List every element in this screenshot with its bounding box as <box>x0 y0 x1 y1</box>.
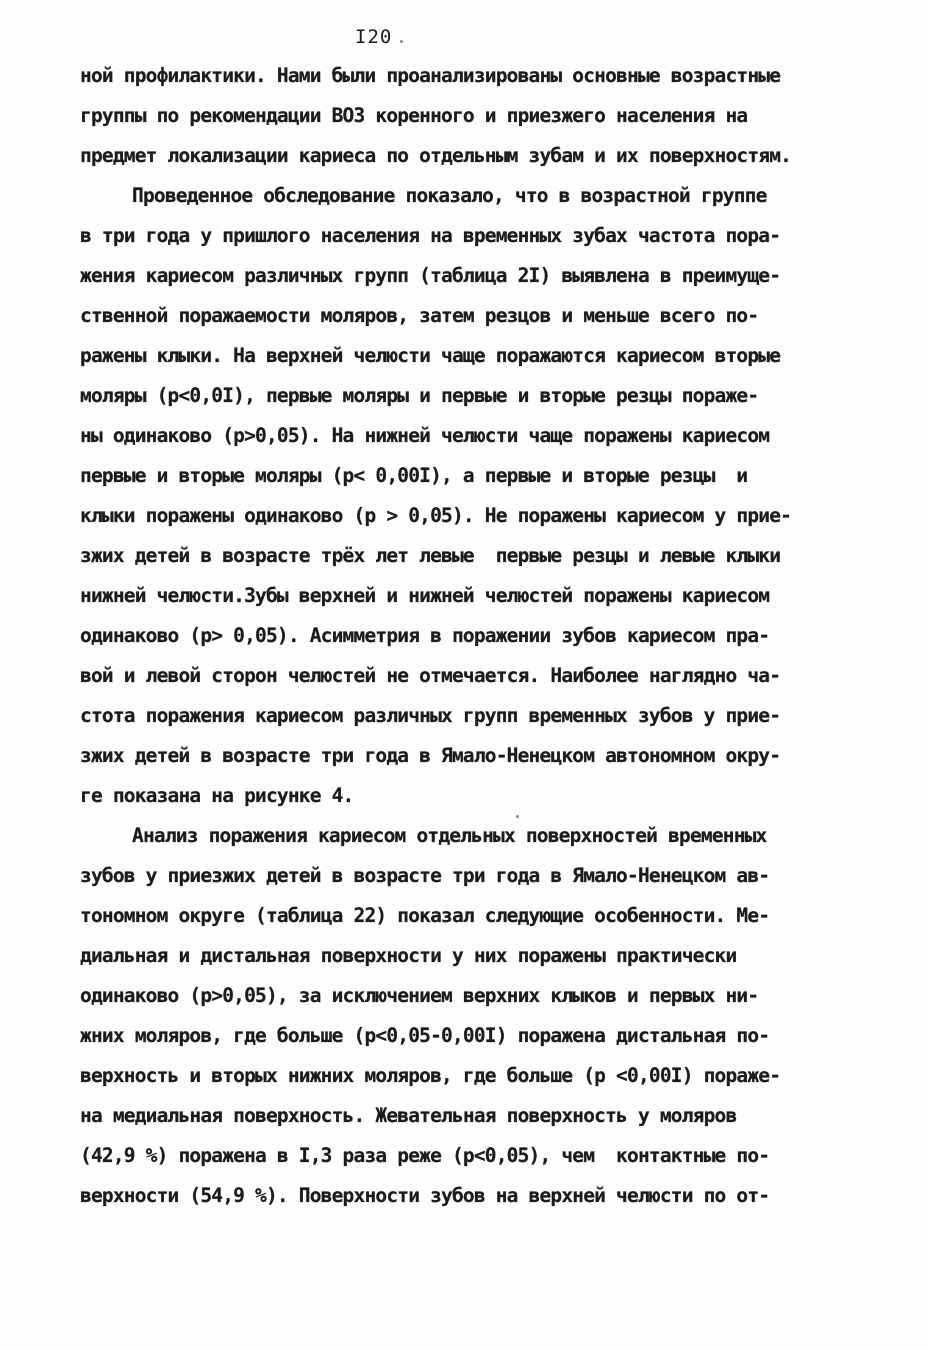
text-line: зжих детей в возрасте три года в Ямало-Ненецком автономном окру- <box>80 744 781 767</box>
text-line: одинаково (p>0,05), за исключением верхних клыков и первых ни- <box>80 984 759 1007</box>
text-line: вой и левой сторон челюстей не отмечается. Наиболее наглядно ча- <box>80 664 781 687</box>
scan-speck <box>400 40 403 43</box>
text-line: верхности (54,9 %). Поверхности зубов на верхней челюсти по от- <box>80 1184 770 1207</box>
text-line: ной профилактики. Нами были проанализированы основные возрастные <box>80 64 781 87</box>
text-line: верхность и вторых нижних моляров, где больше (p <0,00I) пораже- <box>80 1064 781 1087</box>
text-line: жения кариесом различных групп (таблица 2I) выявлена в преимуще- <box>80 264 781 287</box>
text-line: группы по рекомендации ВОЗ коренного и приезжего населения на <box>80 104 748 127</box>
text-line: зжих детей в возрасте трёх лет левые первые резцы и левые клыки <box>80 544 781 567</box>
document-body <box>80 62 840 1222</box>
text-line: зубов у приезжих детей в возрасте три года в Ямало-Ненецком ав- <box>80 864 770 887</box>
text-line: клыки поражены одинаково (p > 0,05). Не поражены кариесом у прие- <box>80 504 792 527</box>
text-line: тономном округе (таблица 22) показал следующие особенности. Ме- <box>80 904 770 927</box>
text-line: в три года у пришлого населения на временных зубах частота пора- <box>80 224 781 247</box>
paragraph-first-line: Проведенное обследование показало, что в возрастной группе <box>132 184 767 207</box>
text-line: первые и вторые моляры (p< 0,00I), а первые и вторые резцы и <box>80 464 748 487</box>
text-line: ны одинаково (p>0,05). На нижней челюсти чаще поражены кариесом <box>80 424 770 447</box>
text-line: стота поражения кариесом различных групп временных зубов у прие- <box>80 704 781 727</box>
text-line: жних моляров, где больше (p<0,05-0,00I) поражена дистальная по- <box>80 1024 770 1047</box>
paragraph-first-line: Анализ поражения кариесом отдельных поверхностей временных <box>132 824 767 847</box>
text-line: диальная и дистальная поверхности у них поражены практически <box>80 944 737 967</box>
text-line: (42,9 %) поражена в I,3 раза реже (p<0,05), чем контактные по- <box>80 1144 770 1167</box>
text-line: ственной поражаемости моляров, затем резцов и меньше всего по- <box>80 304 759 327</box>
text-line: на медиальная поверхность. Жевательная поверхность у моляров <box>80 1104 737 1127</box>
page-number: I20 <box>355 26 393 48</box>
text-line: одинаково (p> 0,05). Асимметрия в поражении зубов кариесом пра- <box>80 624 770 647</box>
text-line: ражены клыки. На верхней челюсти чаще поражаются кариесом вторые <box>80 344 781 367</box>
text-line: предмет локализации кариеса по отдельным зубам и их поверхностям. <box>80 144 792 167</box>
text-line: нижней челюсти.Зубы верхней и нижней челюстей поражены кариесом <box>80 584 770 607</box>
text-line: ге показана на рисунке 4. <box>80 784 354 807</box>
scan-speck <box>516 815 519 818</box>
text-line: моляры (p<0,0I), первые моляры и первые и вторые резцы пораже- <box>80 384 759 407</box>
